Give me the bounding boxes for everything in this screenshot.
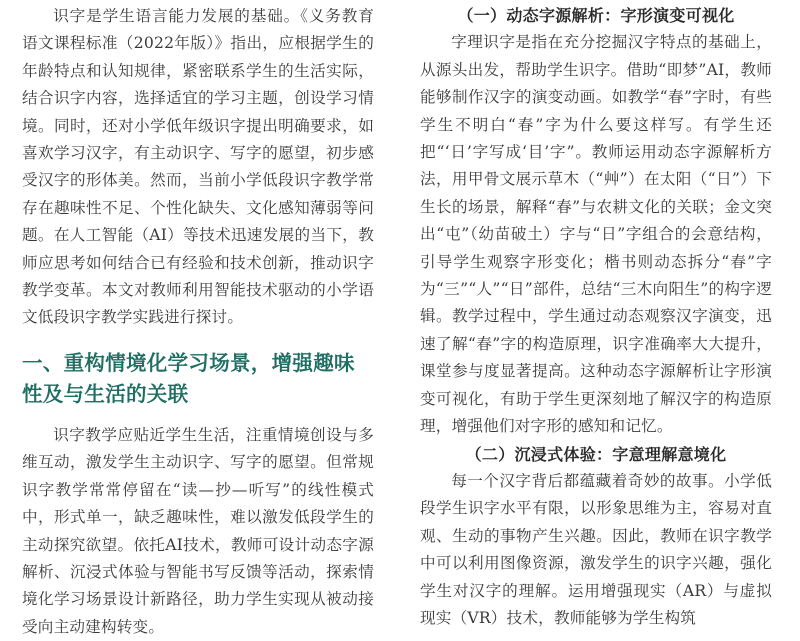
paragraph-immersive-experience: 每一个汉字背后都蕴藏着奇妙的故事。小学低段学生识字水平有限，以形象思维为主，容易对直观、生动的事物产生兴趣。因此，教师在识字教学中可以利用图像资源，激发学生的识字兴趣，强化学生对汉字的理解。运用增强现实（AR）与虚拟现实（VR）技术，教师能够为学生构筑 — [420, 471, 772, 627]
paragraph-dynamic-etymology: 字理识字是指在充分挖掘汉字特点的基础上，从源头出发，帮助学生识字。借助“即梦”AI，教师能够制作汉字的演变动画。如教学“春”字时，有些学生不明白“春”字为什么要这样写。有学生还把“‘日’字写成‘目’字”。教师运用动态字源解析方法，用甲骨文展示草木（“艸”）在太阳（“日”）下生长的场景，解释“春”与农耕文化的关联；金文突出“屯”（幼苗破土）字与“日”字组合的会意结构，引导学生观察字形变化；楷书则动态拆分“春”字为“三”“人”“日”部件，总结“三木向阳生”的构字逻辑。教学过程中，学生通过动态观察汉字演变，迅速了解“春”字的构造原理，识字准确率大大提升，课堂参与度显著提高。这种动态字源解析让字形演变可视化，有助于学生更深刻地了解汉字的构造原理，增强他们对字形的感知和记忆。 — [420, 33, 772, 436]
subheading-dynamic-etymology: （一）动态字源解析：字形演变可视化 — [457, 6, 735, 25]
subheading-immersive-experience: （二）沉浸式体验：字意理解意境化 — [465, 444, 727, 464]
right-column — [420, 0, 772, 632]
left-column — [22, 0, 374, 641]
intro-paragraph: 识字是学生语言能力发展的基础。《义务教育语文课程标准（2022年版）》指出，应根据学生的年龄特点和认知规律，紧密联系学生的生活实际，结合识字内容，选择适宜的学习主题，创设学习情境。同时，还对小学低年级识字提出明确要求，如喜欢学习汉字，有主动识字、写字的愿望，初步感受汉字的形体美。然而，当前小学低段识字教学常存在趣味性不足、个性化缺失、文化感知薄弱等问题。在人工智能（AI）等技术迅速发展的当下，教师应思考如何结合已有经验和技术创新，推动识字教学变革。本文对教师利用智能技术驱动的小学语文低段识字教学实践进行探讨。 — [22, 7, 374, 327]
section-paragraph: 识字教学应贴近学生生活，注重情境创设与多维互动，激发学生主动识字、写字的愿望。但常规识字教学常常停留在“读—抄—听写”的线性模式中，形式单一，缺乏趣味性，难以激发低段学生的主动探究欲望。依托AI技术，教师可设计动态字源解析、沉浸式体验与智能书写反馈等活动，探索情境化学习场景设计新路径，助力学生实现从被动接受向主动建构转变。 — [22, 425, 374, 636]
section-heading: 一、重构情境化学习场景，增强趣味性及与生活的关联 — [22, 350, 355, 406]
